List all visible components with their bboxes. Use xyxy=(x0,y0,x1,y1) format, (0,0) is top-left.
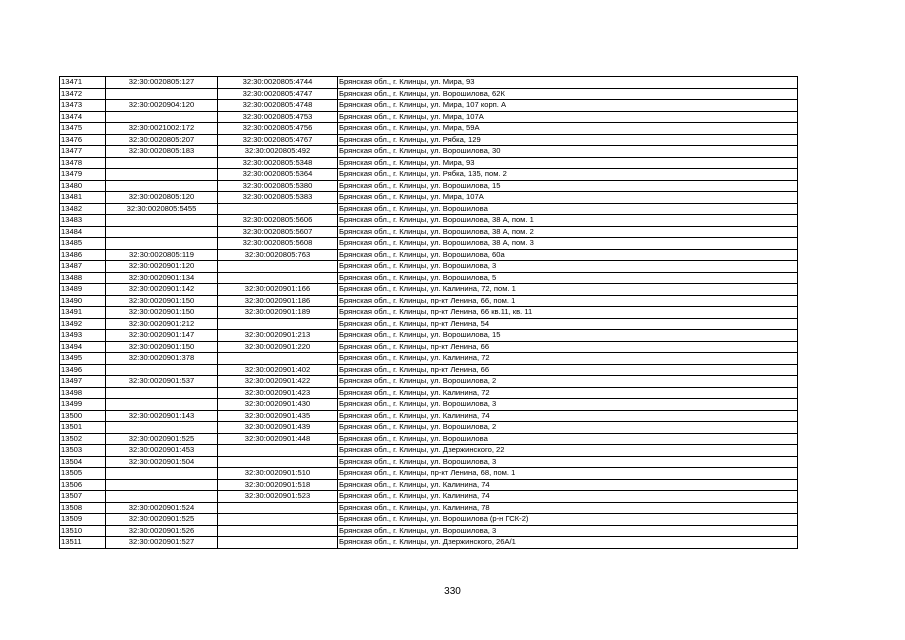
object-cadastral-cell: 32:30:0020901:430 xyxy=(218,399,338,411)
address-cell: Брянская обл., г. Клинцы, ул. Ворошилова, 15 xyxy=(338,180,798,192)
parcel-cadastral-cell: 32:30:0020805:127 xyxy=(106,77,218,89)
row-number-cell: 13481 xyxy=(60,192,106,204)
row-number-cell: 13496 xyxy=(60,364,106,376)
row-number-cell: 13491 xyxy=(60,307,106,319)
address-cell: Брянская обл., г. Клинцы, ул. Ворошилова, 3 xyxy=(338,525,798,537)
address-cell: Брянская обл., г. Клинцы, ул. Калинина, 74 xyxy=(338,479,798,491)
table-row xyxy=(60,226,798,238)
object-cadastral-cell: 32:30:0020901:523 xyxy=(218,491,338,503)
object-cadastral-cell xyxy=(218,318,338,330)
object-cadastral-cell xyxy=(218,514,338,526)
row-number-cell: 13474 xyxy=(60,111,106,123)
address-cell: Брянская обл., г. Клинцы, ул. Ворошилова, 3 xyxy=(338,399,798,411)
table-row xyxy=(60,514,798,526)
table-row xyxy=(60,272,798,284)
table-row xyxy=(60,318,798,330)
row-number-cell: 13483 xyxy=(60,215,106,227)
row-number-cell: 13505 xyxy=(60,468,106,480)
table-row xyxy=(60,295,798,307)
address-cell: Брянская обл., г. Клинцы, ул. Дзержинского, 26А/1 xyxy=(338,537,798,549)
row-number-cell: 13498 xyxy=(60,387,106,399)
table-row xyxy=(60,261,798,273)
object-cadastral-cell: 32:30:0020805:492 xyxy=(218,146,338,158)
address-cell: Брянская обл., г. Клинцы, ул. Калинина, 72 xyxy=(338,387,798,399)
object-cadastral-cell xyxy=(218,203,338,215)
parcel-cadastral-cell: 32:30:0020901:537 xyxy=(106,376,218,388)
row-number-cell: 13490 xyxy=(60,295,106,307)
object-cadastral-cell: 32:30:0020805:5383 xyxy=(218,192,338,204)
row-number-cell: 13500 xyxy=(60,410,106,422)
parcel-cadastral-cell: 32:30:0020901:150 xyxy=(106,341,218,353)
object-cadastral-cell xyxy=(218,502,338,514)
page-number: 330 xyxy=(444,586,461,597)
object-cadastral-cell: 32:30:0020805:4748 xyxy=(218,100,338,112)
parcel-cadastral-cell xyxy=(106,399,218,411)
address-cell: Брянская обл., г. Клинцы, ул. Дзержинского, 22 xyxy=(338,445,798,457)
object-cadastral-cell: 32:30:0020805:5380 xyxy=(218,180,338,192)
address-cell: Брянская обл., г. Клинцы, ул. Ворошилова, 15 xyxy=(338,330,798,342)
object-cadastral-cell: 32:30:0020805:5607 xyxy=(218,226,338,238)
table-row xyxy=(60,330,798,342)
row-number-cell: 13508 xyxy=(60,502,106,514)
table-row xyxy=(60,88,798,100)
address-cell: Брянская обл., г. Клинцы, ул. Ворошилова, 60а xyxy=(338,249,798,261)
parcel-cadastral-cell: 32:30:0021002:172 xyxy=(106,123,218,135)
parcel-cadastral-cell xyxy=(106,226,218,238)
address-cell: Брянская обл., г. Клинцы, ул. Мира, 59А xyxy=(338,123,798,135)
row-number-cell: 13499 xyxy=(60,399,106,411)
parcel-cadastral-cell xyxy=(106,157,218,169)
address-cell: Брянская обл., г. Клинцы, пр-кт Ленина, 66 кв.11, кв. 11 xyxy=(338,307,798,319)
parcel-cadastral-cell: 32:30:0020805:207 xyxy=(106,134,218,146)
address-cell: Брянская обл., г. Клинцы, ул. Рябка, 135, пом. 2 xyxy=(338,169,798,181)
object-cadastral-cell xyxy=(218,272,338,284)
address-cell: Брянская обл., г. Клинцы, пр-кт Ленина, 68, пом. 1 xyxy=(338,468,798,480)
object-cadastral-cell: 32:30:0020805:4747 xyxy=(218,88,338,100)
table-row xyxy=(60,491,798,503)
parcel-cadastral-cell: 32:30:0020904:120 xyxy=(106,100,218,112)
table-row xyxy=(60,525,798,537)
object-cadastral-cell: 32:30:0020805:4756 xyxy=(218,123,338,135)
parcel-cadastral-cell: 32:30:0020901:524 xyxy=(106,502,218,514)
table-row xyxy=(60,157,798,169)
row-number-cell: 13486 xyxy=(60,249,106,261)
address-cell: Брянская обл., г. Клинцы, ул. Ворошилова, 3 xyxy=(338,261,798,273)
parcel-cadastral-cell: 32:30:0020805:120 xyxy=(106,192,218,204)
table-row xyxy=(60,77,798,89)
parcel-cadastral-cell: 32:30:0020901:142 xyxy=(106,284,218,296)
table-row xyxy=(60,353,798,365)
address-cell: Брянская обл., г. Клинцы, ул. Мира, 107А xyxy=(338,111,798,123)
address-cell: Брянская обл., г. Клинцы, ул. Мира, 93 xyxy=(338,157,798,169)
parcel-cadastral-cell: 32:30:0020901:378 xyxy=(106,353,218,365)
row-number-cell: 13497 xyxy=(60,376,106,388)
parcel-cadastral-cell xyxy=(106,215,218,227)
row-number-cell: 13494 xyxy=(60,341,106,353)
object-cadastral-cell xyxy=(218,261,338,273)
registry-table-body xyxy=(60,77,798,549)
address-cell: Брянская обл., г. Клинцы, пр-кт Ленина, 66 xyxy=(338,364,798,376)
parcel-cadastral-cell: 32:30:0020805:183 xyxy=(106,146,218,158)
table-row xyxy=(60,134,798,146)
address-cell: Брянская обл., г. Клинцы, ул. Ворошилова, 5 xyxy=(338,272,798,284)
table-row xyxy=(60,111,798,123)
parcel-cadastral-cell xyxy=(106,111,218,123)
address-cell: Брянская обл., г. Клинцы, ул. Рябка, 129 xyxy=(338,134,798,146)
row-number-cell: 13485 xyxy=(60,238,106,250)
object-cadastral-cell: 32:30:0020805:4753 xyxy=(218,111,338,123)
parcel-cadastral-cell: 32:30:0020901:504 xyxy=(106,456,218,468)
object-cadastral-cell: 32:30:0020901:186 xyxy=(218,295,338,307)
table-row xyxy=(60,123,798,135)
object-cadastral-cell: 32:30:0020805:4767 xyxy=(218,134,338,146)
parcel-cadastral-cell: 32:30:0020901:134 xyxy=(106,272,218,284)
object-cadastral-cell xyxy=(218,445,338,457)
address-cell: Брянская обл., г. Клинцы, пр-кт Ленина, 66 xyxy=(338,341,798,353)
address-cell: Брянская обл., г. Клинцы, ул. Ворошилова, 3 xyxy=(338,456,798,468)
parcel-cadastral-cell: 32:30:0020901:147 xyxy=(106,330,218,342)
row-number-cell: 13509 xyxy=(60,514,106,526)
row-number-cell: 13475 xyxy=(60,123,106,135)
row-number-cell: 13476 xyxy=(60,134,106,146)
address-cell: Брянская обл., г. Клинцы, пр-кт Ленина, 66, пом. 1 xyxy=(338,295,798,307)
parcel-cadastral-cell xyxy=(106,169,218,181)
row-number-cell: 13502 xyxy=(60,433,106,445)
table-row xyxy=(60,387,798,399)
address-cell: Брянская обл., г. Клинцы, ул. Ворошилова xyxy=(338,203,798,215)
table-row xyxy=(60,238,798,250)
parcel-cadastral-cell: 32:30:0020901:150 xyxy=(106,295,218,307)
object-cadastral-cell: 32:30:0020901:422 xyxy=(218,376,338,388)
table-row xyxy=(60,249,798,261)
row-number-cell: 13495 xyxy=(60,353,106,365)
object-cadastral-cell: 32:30:0020901:423 xyxy=(218,387,338,399)
row-number-cell: 13478 xyxy=(60,157,106,169)
parcel-cadastral-cell: 32:30:0020901:527 xyxy=(106,537,218,549)
address-cell: Брянская обл., г. Клинцы, ул. Ворошилова, 30 xyxy=(338,146,798,158)
table-row xyxy=(60,100,798,112)
object-cadastral-cell: 32:30:0020805:763 xyxy=(218,249,338,261)
parcel-cadastral-cell xyxy=(106,364,218,376)
row-number-cell: 13503 xyxy=(60,445,106,457)
row-number-cell: 13511 xyxy=(60,537,106,549)
address-cell: Брянская обл., г. Клинцы, ул. Ворошилова, 38 А, пом. 2 xyxy=(338,226,798,238)
object-cadastral-cell: 32:30:0020805:5364 xyxy=(218,169,338,181)
row-number-cell: 13489 xyxy=(60,284,106,296)
address-cell: Брянская обл., г. Клинцы, ул. Ворошилова, 62К xyxy=(338,88,798,100)
table-row xyxy=(60,433,798,445)
table-row xyxy=(60,445,798,457)
address-cell: Брянская обл., г. Клинцы, ул. Мира, 93 xyxy=(338,77,798,89)
object-cadastral-cell xyxy=(218,456,338,468)
parcel-cadastral-cell xyxy=(106,88,218,100)
object-cadastral-cell xyxy=(218,537,338,549)
object-cadastral-cell: 32:30:0020901:166 xyxy=(218,284,338,296)
parcel-cadastral-cell: 32:30:0020901:525 xyxy=(106,433,218,445)
row-number-cell: 13507 xyxy=(60,491,106,503)
object-cadastral-cell: 32:30:0020901:402 xyxy=(218,364,338,376)
object-cadastral-cell: 32:30:0020805:5608 xyxy=(218,238,338,250)
object-cadastral-cell: 32:30:0020901:213 xyxy=(218,330,338,342)
row-number-cell: 13471 xyxy=(60,77,106,89)
row-number-cell: 13492 xyxy=(60,318,106,330)
parcel-cadastral-cell xyxy=(106,422,218,434)
object-cadastral-cell: 32:30:0020901:189 xyxy=(218,307,338,319)
table-row xyxy=(60,456,798,468)
table-row xyxy=(60,341,798,353)
table-row xyxy=(60,479,798,491)
row-number-cell: 13487 xyxy=(60,261,106,273)
table-row xyxy=(60,376,798,388)
table-row xyxy=(60,468,798,480)
row-number-cell: 13488 xyxy=(60,272,106,284)
address-cell: Брянская обл., г. Клинцы, ул. Калинина, 72, пом. 1 xyxy=(338,284,798,296)
object-cadastral-cell: 32:30:0020805:4744 xyxy=(218,77,338,89)
parcel-cadastral-cell xyxy=(106,479,218,491)
parcel-cadastral-cell: 32:30:0020901:150 xyxy=(106,307,218,319)
object-cadastral-cell: 32:30:0020901:448 xyxy=(218,433,338,445)
address-cell: Брянская обл., г. Клинцы, ул. Ворошилова, 2 xyxy=(338,422,798,434)
row-number-cell: 13480 xyxy=(60,180,106,192)
address-cell: Брянская обл., г. Клинцы, ул. Мира, 107А xyxy=(338,192,798,204)
row-number-cell: 13484 xyxy=(60,226,106,238)
object-cadastral-cell xyxy=(218,353,338,365)
address-cell: Брянская обл., г. Клинцы, пр-кт Ленина, 54 xyxy=(338,318,798,330)
parcel-cadastral-cell: 32:30:0020901:525 xyxy=(106,514,218,526)
row-number-cell: 13510 xyxy=(60,525,106,537)
parcel-cadastral-cell xyxy=(106,387,218,399)
row-number-cell: 13482 xyxy=(60,203,106,215)
table-row xyxy=(60,410,798,422)
address-cell: Брянская обл., г. Клинцы, ул. Калинина, 74 xyxy=(338,410,798,422)
address-cell: Брянская обл., г. Клинцы, ул. Калинина, 72 xyxy=(338,353,798,365)
table-row xyxy=(60,422,798,434)
parcel-cadastral-cell: 32:30:0020901:526 xyxy=(106,525,218,537)
row-number-cell: 13479 xyxy=(60,169,106,181)
row-number-cell: 13472 xyxy=(60,88,106,100)
table-row xyxy=(60,284,798,296)
object-cadastral-cell: 32:30:0020901:435 xyxy=(218,410,338,422)
parcel-cadastral-cell: 32:30:0020901:143 xyxy=(106,410,218,422)
registry-table xyxy=(59,76,798,549)
row-number-cell: 13477 xyxy=(60,146,106,158)
parcel-cadastral-cell xyxy=(106,491,218,503)
address-cell: Брянская обл., г. Клинцы, ул. Калинина, 78 xyxy=(338,502,798,514)
table-row xyxy=(60,180,798,192)
parcel-cadastral-cell xyxy=(106,180,218,192)
address-cell: Брянская обл., г. Клинцы, ул. Ворошилова (р-н ГСК-2) xyxy=(338,514,798,526)
table-row xyxy=(60,203,798,215)
parcel-cadastral-cell: 32:30:0020901:212 xyxy=(106,318,218,330)
address-cell: Брянская обл., г. Клинцы, ул. Мира, 107 корп. А xyxy=(338,100,798,112)
address-cell: Брянская обл., г. Клинцы, ул. Калинина, 74 xyxy=(338,491,798,503)
row-number-cell: 13506 xyxy=(60,479,106,491)
row-number-cell: 13473 xyxy=(60,100,106,112)
row-number-cell: 13504 xyxy=(60,456,106,468)
table-row xyxy=(60,364,798,376)
table-row xyxy=(60,502,798,514)
row-number-cell: 13501 xyxy=(60,422,106,434)
table-row xyxy=(60,537,798,549)
table-row xyxy=(60,169,798,181)
parcel-cadastral-cell: 32:30:0020805:5455 xyxy=(106,203,218,215)
object-cadastral-cell: 32:30:0020805:5606 xyxy=(218,215,338,227)
table-row xyxy=(60,307,798,319)
parcel-cadastral-cell xyxy=(106,468,218,480)
object-cadastral-cell: 32:30:0020901:518 xyxy=(218,479,338,491)
object-cadastral-cell: 32:30:0020901:439 xyxy=(218,422,338,434)
table-row xyxy=(60,215,798,227)
object-cadastral-cell: 32:30:0020901:220 xyxy=(218,341,338,353)
table-row xyxy=(60,192,798,204)
address-cell: Брянская обл., г. Клинцы, ул. Ворошилова, 38 А, пом. 3 xyxy=(338,238,798,250)
table-row xyxy=(60,399,798,411)
parcel-cadastral-cell xyxy=(106,238,218,250)
address-cell: Брянская обл., г. Клинцы, ул. Ворошилова, 2 xyxy=(338,376,798,388)
object-cadastral-cell: 32:30:0020805:5348 xyxy=(218,157,338,169)
parcel-cadastral-cell: 32:30:0020901:453 xyxy=(106,445,218,457)
object-cadastral-cell xyxy=(218,525,338,537)
row-number-cell: 13493 xyxy=(60,330,106,342)
address-cell: Брянская обл., г. Клинцы, ул. Ворошилова xyxy=(338,433,798,445)
parcel-cadastral-cell: 32:30:0020805:119 xyxy=(106,249,218,261)
parcel-cadastral-cell: 32:30:0020901:120 xyxy=(106,261,218,273)
table-row xyxy=(60,146,798,158)
object-cadastral-cell: 32:30:0020901:510 xyxy=(218,468,338,480)
address-cell: Брянская обл., г. Клинцы, ул. Ворошилова, 38 А, пом. 1 xyxy=(338,215,798,227)
